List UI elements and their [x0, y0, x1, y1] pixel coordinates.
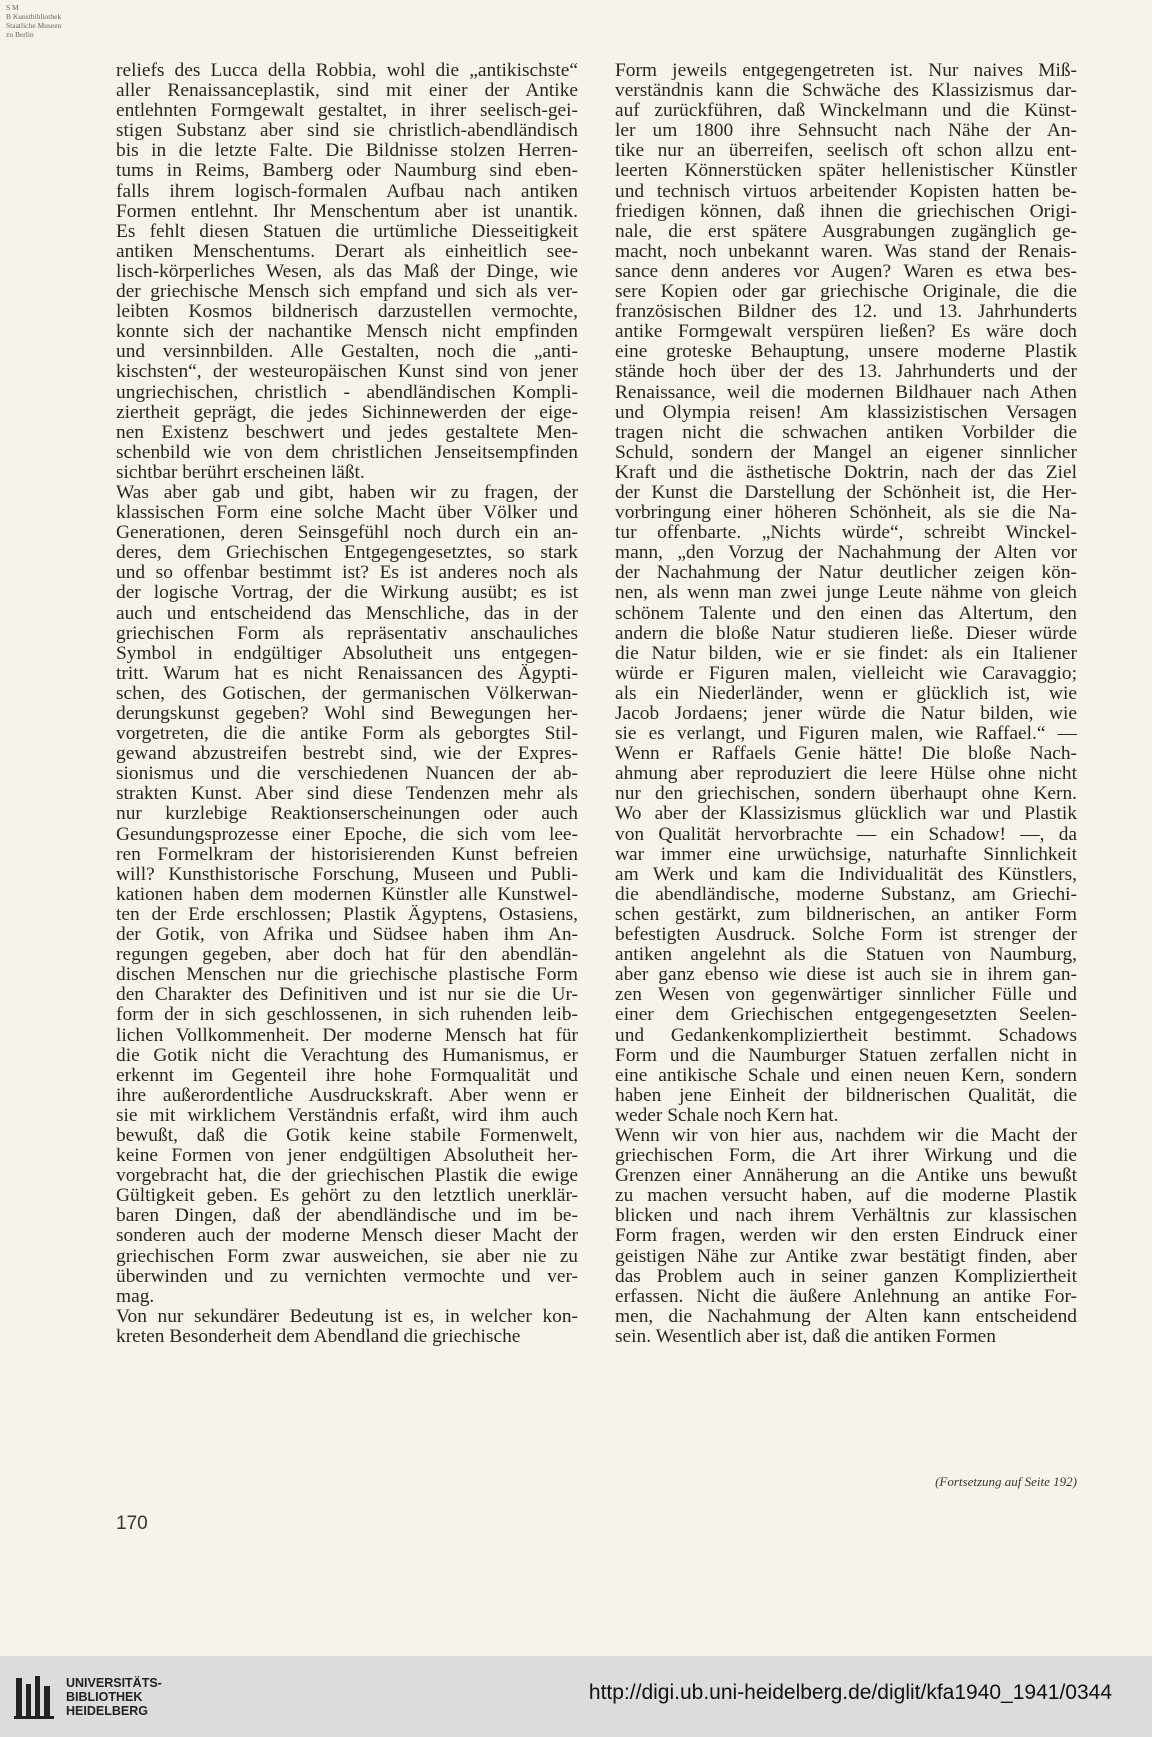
text-line: auf zurückführen, daß Winckelmann und die Künst- [615, 101, 1077, 122]
text-line: einer dem Griechischen entgegengesetzten Seelen- [615, 1005, 1077, 1026]
text-line: men, die Nachahmung der Alten kann entscheidend [615, 1306, 1077, 1327]
text-line: Von nur sekundärer Bedeutung ist es, in welcher kon- [116, 1306, 578, 1327]
text-line: weder Schale noch Kern hat. [615, 1105, 839, 1126]
text-line: tike nur an überreifen, seelisch oft schon allzu ent- [615, 141, 1077, 162]
text-line: falls ihrem logisch-formalen Aufbau nach antiken [116, 181, 578, 202]
text-line: sie es verlangt, und Figuren malen, wie Raffael.“ — [615, 724, 1077, 745]
text-line: auch und entscheidend das Menschliche, das in der [116, 603, 578, 624]
text-line: blicken und nach ihrem Verhältnis zur klassischen [615, 1206, 1077, 1227]
text-line: die Natur bilden, wie er sie findet: als ein Italiener [615, 643, 1077, 664]
text-line: tur offenbarte. „Nichts würde“, schreibt Winckel- [615, 523, 1077, 544]
text-line: antike Formgewalt verspüren ließen? Es wäre doch [615, 322, 1077, 343]
text-line: ungriechischen, christlich - abendländischen Kompli- [116, 382, 578, 403]
text-line: nur den griechischen, sondern überhaupt ohne Kern. [615, 784, 1077, 805]
text-line: erkennt im Gegenteil ihre hohe Formqualität und [116, 1065, 578, 1086]
library-stamp [6, 3, 86, 39]
text-line: kischsten“, der westeuropäischen Kunst sind von jener [116, 362, 578, 383]
text-line: sichtbar berührt erscheinen läßt. [116, 462, 365, 483]
text-line: aller Renaissanceplastik, sind mit einer der Antike [116, 81, 578, 102]
text-line: am Werk und kam die Individualität des Künstlers, [615, 864, 1077, 885]
text-line: schönem Talente und den einen das Altertum, den [615, 603, 1077, 624]
text-line: gewand abzustreifen bestrebt sind, wie der Expres- [116, 744, 578, 765]
text-line: antiken Menschentums. Derart als einheitlich see- [116, 241, 578, 262]
text-line: leibten Kosmos bildnerisch darzustellen vermochte, [116, 302, 578, 323]
text-line: und versinnbilden. Alle Gestalten, noch die „anti- [116, 342, 578, 363]
text-line: erfassen. Nicht die äußere Anlehnung an antike For- [615, 1286, 1077, 1307]
text-line: antiken angelehnt als die Statuen von Naumburg, [615, 945, 1077, 966]
text-line: sonderen auch der moderne Mensch dieser Macht der [116, 1226, 578, 1247]
text-line: überwinden und zu vernichten vermochte und ver- [116, 1266, 578, 1287]
text-line: Grenzen einer Annäherung an die Antike uns bewußt [615, 1166, 1077, 1187]
text-line: sein. Wesentlich aber ist, daß die antiken Formen [615, 1326, 996, 1347]
text-line: konnte sich der nachantike Mensch nicht empfinden [116, 322, 578, 343]
text-line: und so offenbar bestimmt ist? Es ist anderes noch als [116, 563, 578, 584]
text-line: zu machen versucht haben, auf die moderne Plastik [615, 1186, 1077, 1207]
text-line: leerten Könnerstücken später hellenistischer Künstler [615, 161, 1077, 182]
text-line: klassischen Form eine solche Macht über Völker und [116, 503, 578, 524]
text-line: Wenn wir von hier aus, nachdem wir die Macht der [615, 1125, 1077, 1146]
text-line: der logische Vortrag, der die Wirkung ausübt; es ist [116, 583, 578, 604]
continuation-note: (Fortsetzung auf Seite 192) [935, 1474, 1077, 1489]
text-line: zen Wesen von gegenwärtiger sinnlicher Fülle und [615, 985, 1077, 1006]
text-line: aber ganz ebenso wie diese ist auch sie in ihrem gan- [615, 965, 1077, 986]
text-line: Jacob Jordaens; jener würde die Natur bilden, wie [615, 704, 1077, 724]
university-seal-icon [14, 1674, 54, 1720]
text-line: von Qualität hervorbrachte — ein Schadow! —, da [615, 824, 1077, 845]
text-line: ihre außerordentliche Ausdruckskraft. Aber wenn er [116, 1085, 578, 1106]
text-column-right [615, 61, 1077, 1347]
text-line: das Problem auch in seiner ganzen Kompliziertheit [615, 1266, 1077, 1287]
text-line: macht, noch unbekannt waren. Was stand der Renais- [615, 241, 1077, 262]
text-line: Gültigkeit geben. Es gehört zu den letztlich unerklär- [116, 1186, 578, 1207]
text-line: ren Formelkram der historisierenden Kunst befreien [116, 844, 578, 865]
text-line: will? Kunsthistorische Forschung, Museen und Publi- [116, 864, 578, 885]
text-line: schen, des Gotischen, der germanischen Völkerwan- [116, 683, 578, 704]
text-line: kreten Besonderheit dem Abendland die griechische [116, 1326, 521, 1347]
logo-text-line: BIBLIOTHEK [66, 1690, 143, 1704]
text-line: Formen entlehnt. Ihr Menschentum aber ist unantik. [116, 201, 578, 222]
text-line: der Nachahmung der Natur deutlicher zeigen kön- [615, 563, 1077, 584]
stamp-line: zu Berlin [6, 30, 34, 39]
text-line: lichen Vollkommenheit. Der moderne Mensch hat für [116, 1025, 578, 1046]
text-line: ler um 1800 ihre Sehnsucht nach Nähe der An- [615, 121, 1077, 142]
text-line: den Charakter des Definitiven und ist nur sie die Ur- [116, 985, 578, 1006]
text-line: Wo aber der Klassizismus glücklich war und Plastik [615, 804, 1077, 825]
text-line: vorgetreten, die die antike Form als geborgtes Stil- [116, 724, 578, 745]
text-line: griechischen Form als repräsentativ anschauliches [116, 623, 578, 644]
text-line: Generationen, deren Seinsgefühl noch durch ein an- [116, 523, 578, 544]
text-line: mag. [116, 1286, 155, 1307]
text-line: befestigten Ausdruck. Solche Form ist strenger der [615, 925, 1077, 946]
text-line: lisch-körperliches Wesen, als das Maß der Dinge, wie [116, 261, 578, 282]
text-line: die Gotik nicht die Verachtung des Humanismus, er [116, 1045, 578, 1066]
text-line: deres, dem Griechischen Entgegengesetztes, so stark [116, 543, 578, 564]
text-line: baren Dingen, daß der abendländische und im be- [116, 1206, 578, 1227]
text-line: und Gedankenkompliziertheit bestimmt. Schadows [615, 1025, 1077, 1046]
text-line: nale, die erst spätere Ausgrabungen zugänglich ge- [615, 221, 1077, 242]
text-line: vorgebracht hat, die der griechischen Plastik die ewige [116, 1166, 578, 1187]
text-column-left [116, 61, 578, 1347]
text-line: sance denn anderes vor Augen? Waren es etwa bes- [615, 261, 1077, 282]
text-line: eine groteske Behauptung, unsere moderne Plastik [615, 342, 1077, 363]
text-line: französischen Bildner des 12. und 13. Jahrhunderts [615, 302, 1077, 323]
text-line: als ein Niederländer, wenn er glücklich ist, wie [615, 683, 1077, 704]
text-line: nur kurzlebige Reaktionserscheinungen oder auch [116, 804, 578, 825]
permalink-url[interactable]: http://digi.ub.uni-heidelberg.de/diglit/kfa1940_1941/0344 [588, 1681, 1112, 1704]
text-line: der Kunst die Darstellung der Schönheit ist, die Her- [615, 482, 1077, 503]
text-line: nen Existenz beschwert und jedes gestaltete Men- [116, 422, 578, 443]
library-logo-text [66, 1676, 162, 1718]
text-line: Form und die Naumburger Statuen zerfallen nicht in [615, 1045, 1077, 1066]
text-line: verständnis kann die Schwäche des Klassizismus dar- [615, 81, 1077, 102]
text-line: Kraft und die ästhetische Doktrin, nach der das Ziel [615, 462, 1077, 483]
text-line: griechischen Form zwar ausweichen, sie aber nie zu [116, 1246, 578, 1267]
text-line: Symbol in endgültiger Absolutheit uns entgegen- [116, 643, 578, 664]
viewer-footer [0, 1656, 1152, 1737]
text-line: Form fragen, werden wir den ersten Eindruck einer [615, 1226, 1077, 1247]
text-line: Renaissance, weil die modernen Bildhauer nach Athen [615, 382, 1077, 403]
stamp-line: Staatliche Museen [6, 21, 62, 30]
text-line: tritt. Warum hat es nicht Renaissancen des Ägypti- [116, 663, 578, 684]
text-line: form der in sich geschlossenen, in sich ruhenden leib- [116, 1005, 578, 1026]
text-line: entlehnten Formgewalt gestaltet, in ihrer seelisch-gei- [116, 101, 578, 122]
text-line: und Olympia reisen! Am klassizistischen Versagen [615, 402, 1077, 423]
text-line: schenbild wie von dem christlichen Jenseitsempfinden [116, 442, 578, 463]
stamp-line: B Kunstbibliothek [6, 12, 62, 21]
text-line: war immer eine urwüchsige, naturhafte Sinnlichkeit [615, 844, 1077, 865]
text-line: ten der Erde erschlossen; Plastik Ägyptens, Ostasiens, [116, 904, 578, 925]
text-line: Schuld, sondern der Mangel an eigener sinnlicher [615, 442, 1077, 463]
text-line: bewußt, daß die Gotik keine stabile Formenwelt, [116, 1125, 578, 1146]
text-line: griechischen Form, die Art ihrer Wirkung und die [615, 1146, 1077, 1167]
text-line: haben jene Einheit der bildnerischen Qualität, die [615, 1085, 1077, 1106]
text-line: strakten Kunst. Aber sind diese Tendenzen mehr als [116, 784, 578, 805]
text-line: reliefs des Lucca della Robbia, wohl die „antikischste“ [116, 61, 578, 81]
text-line: Wenn er Raffaels Genie hätte! Die bloße Nach- [615, 744, 1077, 765]
text-line: Es fehlt diesen Statuen die urtümliche Diesseitigkeit [116, 221, 578, 242]
logo-text-line: UNIVERSITÄTS- [66, 1676, 162, 1690]
text-line: und technisch virtuos arbeitender Kopisten hatten be- [615, 181, 1077, 202]
text-line: kationen haben dem modernen Künstler alle Kunstwel- [116, 884, 578, 905]
text-line: stigen Substanz aber sind sie christlich-abendländisch [116, 121, 578, 142]
text-line: eine antikische Schale und einen neuen Kern, sondern [615, 1065, 1077, 1086]
text-line: ziertheit geprägt, die jedes Sichinnewerden der eige- [116, 402, 578, 423]
text-line: sionismus und die verschiedenen Nuancen der ab- [116, 764, 578, 785]
text-line: Was aber gab und gibt, haben wir zu fragen, der [116, 482, 578, 503]
text-line: Form jeweils entgegengetreten ist. Nur naives Miß- [615, 61, 1077, 81]
text-line: geistigen Nähe zur Antike zwar bestätigt finden, aber [615, 1246, 1077, 1267]
text-line: regungen gegeben, aber doch hat für den abendlän- [116, 945, 578, 966]
text-line: stände hoch über der des 13. Jahrhunderts und der [615, 362, 1077, 383]
text-line: andern die bloße Natur studieren ließe. Dieser würde [615, 623, 1077, 644]
stamp-line: S M [6, 3, 19, 12]
text-line: schen gestärkt, zum bildnerischen, an antiker Form [615, 904, 1077, 925]
text-line: tums in Reims, Bamberg oder Naumburg sind eben- [116, 161, 578, 182]
text-line: keine Formen von jener endgültigen Absolutheit her- [116, 1146, 578, 1167]
text-line: sie mit wirklichem Verständnis erfaßt, wird ihm auch [116, 1105, 578, 1126]
text-line: bis in die letzte Falte. Die Bildnisse stolzen Herren- [116, 141, 578, 162]
text-line: der griechische Mensch sich empfand und sich als ver- [116, 282, 578, 303]
text-line: Gesundungsprozesse einer Epoche, die sich vom lee- [116, 824, 578, 845]
text-line: dischen Menschen nur die griechische plastische Form [116, 965, 578, 986]
text-line: die abendländische, moderne Substanz, am Griechi- [615, 884, 1077, 905]
text-line: sere Kopien oder gar griechische Originale, die die [615, 282, 1077, 303]
text-line: derungskunst gegeben? Wohl sind Bewegungen her- [116, 704, 578, 724]
text-line: mann, „den Vorzug der Nachahmung der Alten vor [615, 543, 1077, 564]
logo-text-line: HEIDELBERG [66, 1704, 148, 1718]
text-line: vorbringung einer höheren Schönheit, als sie die Na- [615, 503, 1077, 524]
text-line: tragen nicht die schwachen antiken Vorbilder die [615, 422, 1077, 443]
page-number: 170 [116, 1513, 148, 1534]
text-line: friedigen können, daß ihnen die griechischen Origi- [615, 201, 1077, 222]
text-line: nen, als wenn man zwei junge Leute nähme von gleich [615, 583, 1077, 604]
text-line: würde er Figuren malen, vielleicht wie Caravaggio; [615, 663, 1077, 684]
text-line: ahmung aber reproduziert die leere Hülse ohne nicht [615, 764, 1077, 785]
text-line: der Gotik, von Afrika und Südsee haben ihm An- [116, 925, 578, 946]
